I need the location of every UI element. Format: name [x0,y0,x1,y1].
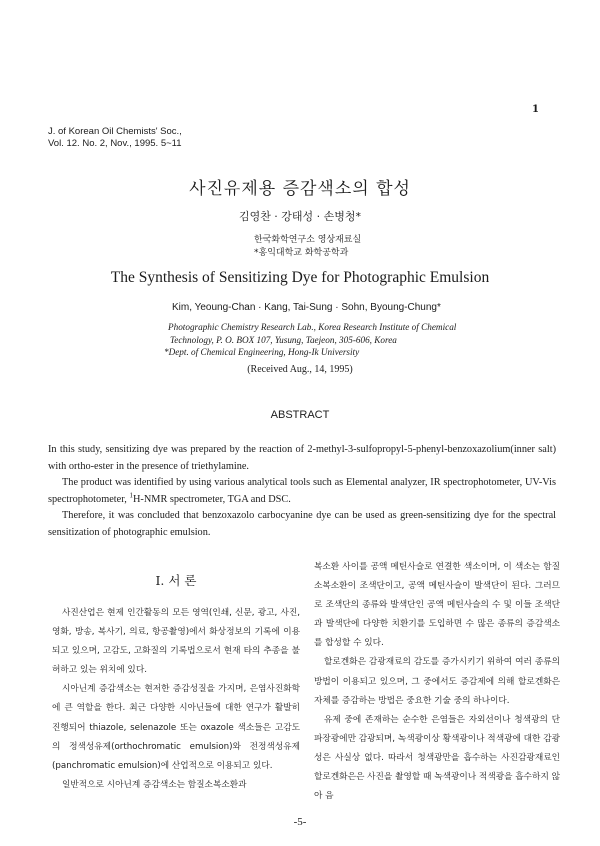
abstract-paragraph-1: In this study, sensitizing dye was prepared by the reaction of 2-methyl-3-sulfopropyl-5-phenyl-benzoxazolium(inner salt) with ortho-ester in the presence of triethylamine. [48,444,556,472]
english-affiliations [164,321,457,359]
right-paragraph-1: 복소환 사이를 공액 메틴사슬로 연결한 색소이며, 이 색소는 함질소복소환이 조색단이고, 공액 메틴사슬이 발색단이 된다. 그러므로 조색단의 종류와 발색단인 공액 메틴사슬의 수 및 이들 조색단과 발색단에 다양한 치환기를 도입하면 수 많은 종류의 증감색소를 합성할 수 있다. [314,562,560,649]
left-paragraph-1: 사진산업은 현제 인간활동의 모든 영역(인쇄, 신문, 광고, 사진, 영화, 방송, 복사기, 의료, 항공촬영)에서 화상정보의 기록에 이용되고 있으며, 고감도, 고화질의 기록법으로서 현재 타의 추종을 불허하고 있는 위치에 있다. [52,608,300,676]
right-paragraph-3: 유제 중에 존재하는 순수한 은염들은 자외선이나 청색광의 단파장광에만 감광되며, 녹색광이상 황색광이나 적색광에 대한 감광성은 사실상 없다. 따라서 청색광만을 흡수하는 사진감광재료인 할로겐화은은 사진을 촬영할 때 녹색광이나 적색광을 흡수하지 않아 음 [314,714,560,802]
journal-line-1: J. of Korean Oil Chemists' Soc., [48,126,182,137]
english-affiliation-3: *Dept. of Chemical Engineering, Hong-Ik University [164,347,360,357]
korean-authors: 김영찬 · 강태성 · 손병청* [238,210,362,223]
korean-affiliations [254,234,361,260]
left-column [52,604,300,795]
abstract-paragraph-2: The product was identified by using various analytical tools such as Elemental analyzer, IR spectrophotometer, UV-Vis spectrophotometer, $^1$H-NMR spectrometer, TGA and DSC. [48,477,556,505]
english-authors: Kim, Yeoung-Chan · Kang, Tai-Sung · Sohn, Byoung-Chung* [172,302,441,313]
left-paragraph-2: 시아닌계 증감색소는 현저한 증감성질을 가지며, 은염사진화학에 큰 역할을 한다. 최근 다양한 시아닌들에 대한 연구가 활발히 진행되어 thiazole, selenazole 또는 oxazole 색소들은 고감도의 정색성유제(orthochromatic emulsion)와 전정색성유제(panchromatic emulsion)에 산업적으로 이용되고 있다. [52,684,300,771]
abstract-heading: ABSTRACT [270,409,330,421]
page-number-bottom: -5- [293,816,307,828]
left-paragraph-3: 일반적으로 시아닌계 증감색소는 함질소복소환과 [62,779,247,790]
korean-title: 사진유제용 증감색소의 합성 [189,179,411,199]
english-affiliation-2: Technology, P. O. BOX 107, Yusung, Taejeon, 305-606, Korea [170,334,397,345]
page-number-top: 1 [532,104,539,115]
korean-affiliation-1: 한국화학연구소 영상재료실 [254,235,362,245]
right-column [314,558,560,806]
english-affiliation-1: Photographic Chemistry Research Lab., Korea Research Institute of Chemical [168,322,457,332]
section-heading-introduction: I. 서 론 [155,573,197,588]
english-title: The Synthesis of Sensitizing Dye for Photographic Emulsion [110,269,490,286]
right-paragraph-2: 할로겐화은 감광재료의 감도를 증가시키기 위하여 여러 종류의 방법이 이용되고 있으며, 그 중에서도 증감제에 의해 할로겐화은 자체를 증감하는 방법은 중요한 기술 중의 하나이다. [314,657,560,706]
received-date: (Received Aug., 14, 1995) [247,364,353,375]
journal-line-2: Vol. 12. No. 2, Nov., 1995. 5~11 [48,138,182,149]
abstract-paragraph-3: Therefore, it was concluded that benzoxazolo carbocyanine dye can be used as green-sensitizing dye for the spectral sensitization of photographic emulsion. [48,510,556,538]
journal-citation [48,126,182,150]
korean-affiliation-2: *홍익대학교 화학공학과 [254,248,349,258]
abstract-body [48,442,556,541]
